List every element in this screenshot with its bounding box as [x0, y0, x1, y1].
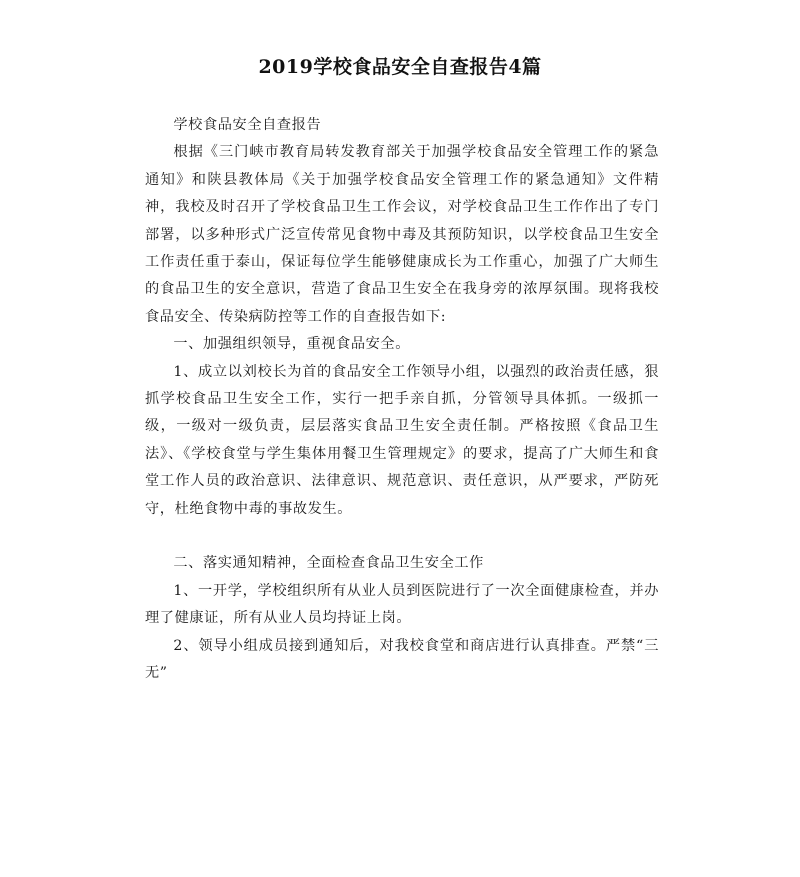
section-subtitle: 学校食品安全自查报告 [173, 117, 322, 133]
intro-paragraph: 根据《三门峡市教育局转发教育部关于加强学校食品安全管理工作的紧急通知》和陕县教体局《关于加强学校食品安全管理工作的紧急通知》文件精神，我校及时召开了学校食品卫生工作会议，对学校食品卫生工作作出了专门部署，以多种形式广泛宣传常见食物中毒及其预防知识，以学校食品卫生安全工作责任重于泰山，保证每位学生能够健康成长为工作重心，加强了广大师生的食品卫生的安全意识，营造了食品卫生安全在我身旁的浓厚氛围。现将我校食品安全、传染病防控等工作的自查报告如下: [145, 144, 659, 325]
section-heading-2: 二、落实通知精神，全面检查食品卫生安全工作 [173, 555, 484, 572]
paragraph-2-2: 2、领导小组成员接到通知后，对我校食堂和商店进行认真排查。严禁“三无” [145, 637, 659, 682]
section-heading-1: 一、加强组织领导，重视食品安全。 [173, 336, 410, 353]
document-title: 2019学校食品安全自查报告4篇 [258, 56, 542, 78]
paragraph-1-1: 1、成立以刘校长为首的食品安全工作领导小组，以强烈的政治责任感，狠抓学校食品卫生安全工作，实行一把手亲自抓，分管领导具体抓。一级抓一级，一级对一级负责，层层落实食品卫生安全责任制。严格按照《食品卫生法》、《学校食堂与学生集体用餐卫生管理规定》的要求，提高了广大师生和食堂工作人员的政治意识、法律意识、规范意识、责任意识，从严要求，严防死守，杜绝食物中毒的事故发生。 [145, 363, 659, 517]
paragraph-2-1: 1、一开学，学校组织所有从业人员到医院进行了一次全面健康检查，并办理了健康证，所有从业人员均持证上岗。 [145, 582, 659, 627]
document-body [145, 112, 659, 688]
